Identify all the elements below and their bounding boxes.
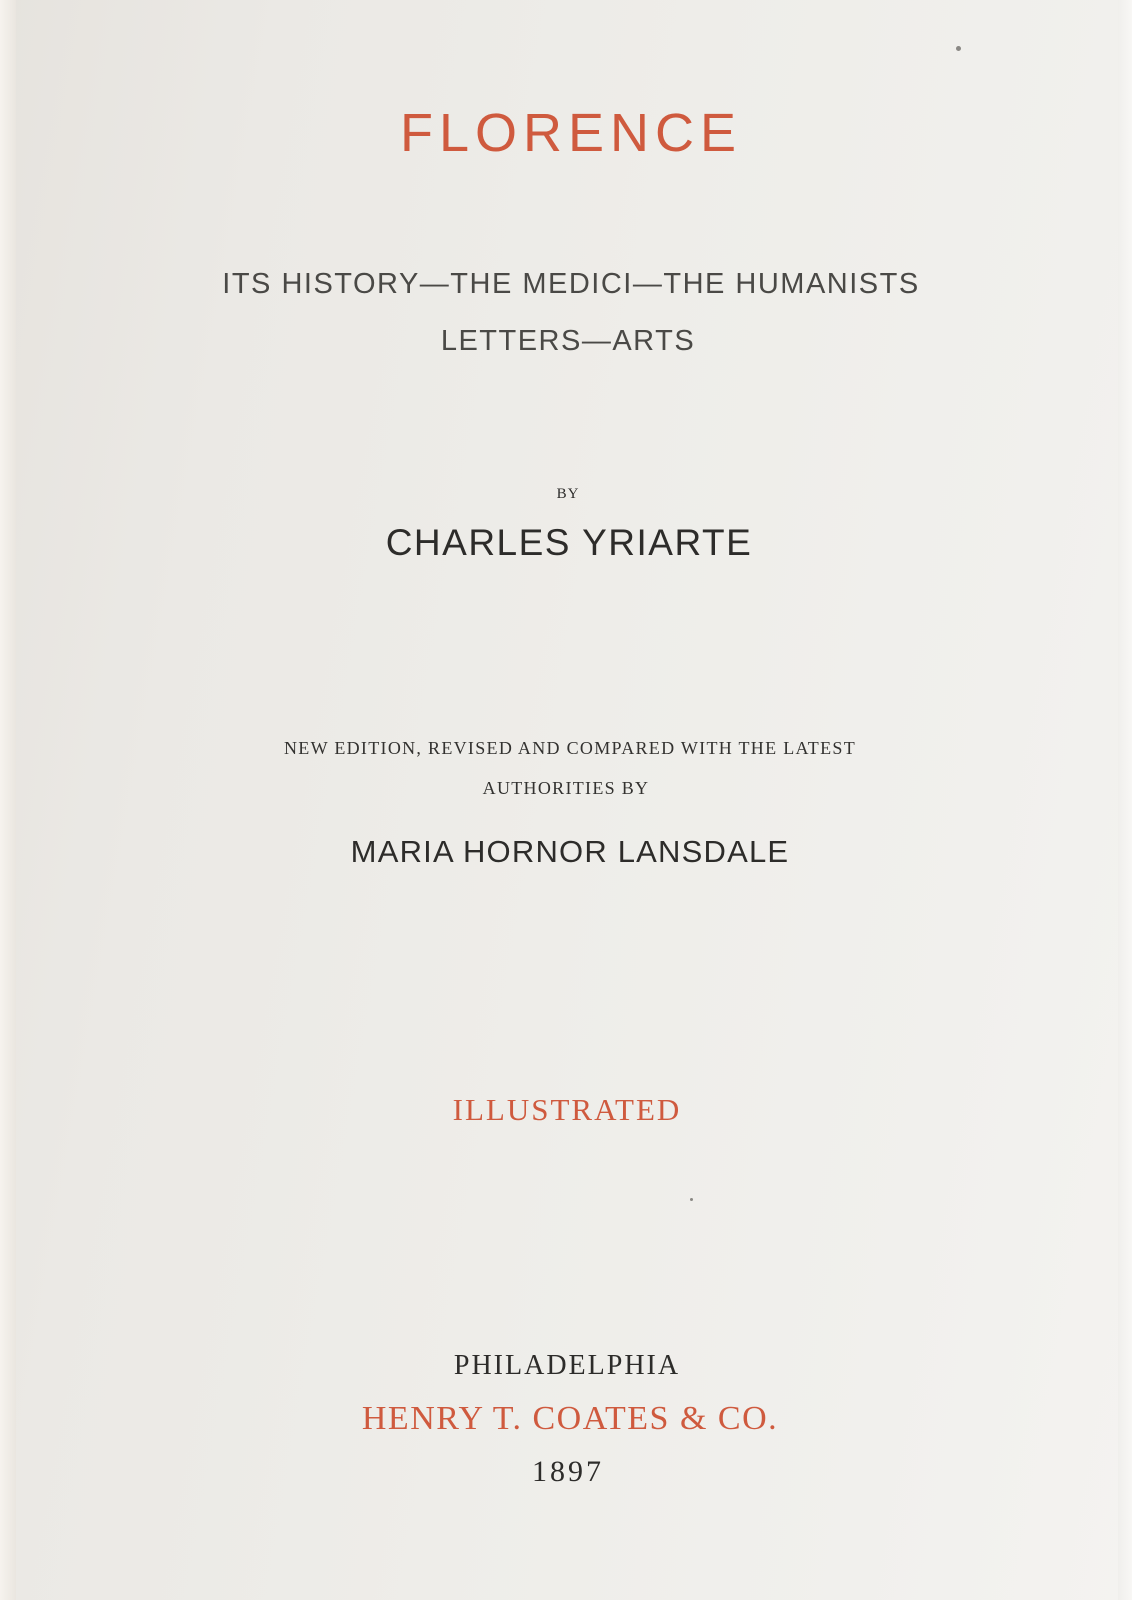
edition-note-line-2: AUTHORITIES BY (482, 778, 650, 798)
publication-year: 1897 (532, 1455, 604, 1488)
publication-city: PHILADELPHIA (453, 1350, 681, 1381)
edition-note-line-1: NEW EDITION, REVISED AND COMPARED WITH THE LATEST (283, 738, 856, 758)
author-name: CHARLES YRIARTE (385, 522, 753, 563)
editor-name: MARIA HORNOR LANSDALE (350, 834, 790, 869)
book-title: FLORENCE (399, 103, 743, 163)
by-label: BY (556, 486, 580, 502)
publisher-name: HENRY T. COATES & CO. (361, 1400, 779, 1437)
subtitle-line-1: ITS HISTORY—THE MEDICI—THE HUMANISTS (222, 268, 920, 300)
paper-speck (690, 1198, 693, 1201)
paper-speck (956, 46, 961, 51)
illustrated-label: ILLUSTRATED (452, 1092, 682, 1127)
subtitle-line-2: LETTERS—ARTS (440, 325, 696, 357)
